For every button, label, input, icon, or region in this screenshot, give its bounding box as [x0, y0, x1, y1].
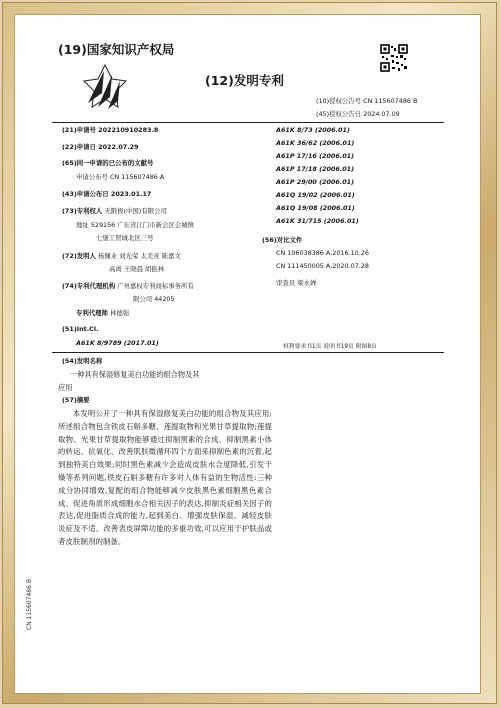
inventors-row: (72)发明人 杨佩业 刘光荣 太美灵 陈嘉文 [62, 252, 181, 260]
inventors-line-2: 高离 王晓晨 胡振林 [109, 265, 165, 273]
application-number: (21)申请号 202210910283.8 [62, 126, 159, 134]
ipc-item: A61P 17/16 (2006.01) [276, 152, 355, 160]
address-line-1: 地址 529156 广东省江门市新会区会城镇 [76, 221, 194, 229]
references-label: (56)对比文件 [262, 236, 303, 244]
side-document-code: CN 115607486 B [26, 579, 33, 630]
cnipa-logo-icon [82, 63, 128, 111]
page-counts: 权利要求书1页 说明书19页 附图8页 [283, 344, 377, 350]
ipc-item: A61P 29/00 (2006.01) [276, 178, 355, 186]
publication-date: (43)申请公布日 2023.01.17 [62, 190, 152, 198]
address-line-2: 七堡工贸城北区三号 [96, 234, 154, 242]
patent-page [14, 14, 481, 694]
ipc-item: A61P 17/18 (2006.01) [276, 165, 355, 173]
ipc-item: A61K 8/73 (2006.01) [276, 126, 350, 134]
agency-line-2: 限公司 44205 [133, 295, 175, 303]
reference-item: CN 106038386 A,2016.10.26 [276, 249, 369, 257]
abstract-text: 本发明公开了一种具有保湿修复美白功能的组合物及其应用;所述组合物包含铁皮石斛多糖、莲提取物和光果甘草提取物;莲提取物、光果甘草提取物能够通过抑制黑素的合成、抑制黑素小体的转运、抗氧化、改善肌肤微循环四个方面来抑制色素的沉着,起到独特美白效果;同时黑色素减少会造成皮肤水合度降低,引发干燥等系列问题,铁皮石斛多糖有许多对人体有益的生物活性:三种成分协同增效,复配的组合物能够减少皮肤黑色素细胞黑色素合成、促进角质形成细胞水合相关因子的表达,抑制炎症相关因子的表达,促进脂质合成的能力,起到美白、增强皮肤保湿、减轻皮肤炎症及不适、改善表皮屏障功能的多重功效,可以应用于护肤品或者皮肤制剂的制备。 [58, 409, 272, 546]
application-date: (22)申请日 2022.07.29 [62, 143, 139, 151]
ipc-item: A61K 31/715 (2006.01) [276, 217, 359, 225]
grant-pub-no-row: (10)授权公告号 CN 115607486 B [316, 97, 418, 105]
assignee-row: (73)专利权人 无限极(中国)有限公司 [62, 207, 167, 215]
grant-pub-date-row: (45)授权公告日 2024.07.09 [316, 110, 400, 118]
header-divider [52, 122, 444, 123]
biblio-divider [52, 352, 444, 353]
int-cl-label: (51)Int.Cl. [62, 325, 99, 333]
agent-row: 专利代理师 林德强 [76, 309, 130, 317]
ipc-item: A61Q 19/08 (2006.01) [276, 204, 355, 212]
document-type: (12)发明专利 [205, 73, 284, 88]
qr-code-icon [380, 44, 408, 72]
reference-item: CN 111450005 A,2020.07.28 [276, 262, 369, 270]
agency-row: (74)专利代理机构 广州嘉权专利商标事务所有 [62, 282, 194, 290]
publication-title: (65)同一申请的已公布的文献号 [62, 159, 154, 167]
invention-title-line-2: 应用 [58, 383, 73, 392]
invention-title-line-1: 一种具有保湿修复美白功能的组合物及其 [70, 370, 200, 379]
ipc-item: A61Q 19/02 (2006.01) [276, 191, 355, 199]
office-name: (19)国家知识产权局 [58, 42, 175, 57]
publication-number: 申请公布号 CN 115607486 A [76, 173, 165, 181]
ipc-item: A61K 36/62 (2006.01) [276, 139, 355, 147]
invention-title-label: (54)发明名称 [62, 357, 103, 365]
int-cl-first: A61K 8/9789 (2017.01) [76, 339, 159, 347]
abstract-label: (57)摘要 [62, 396, 90, 404]
examiner: 审查员 梁永婵 [276, 279, 317, 287]
